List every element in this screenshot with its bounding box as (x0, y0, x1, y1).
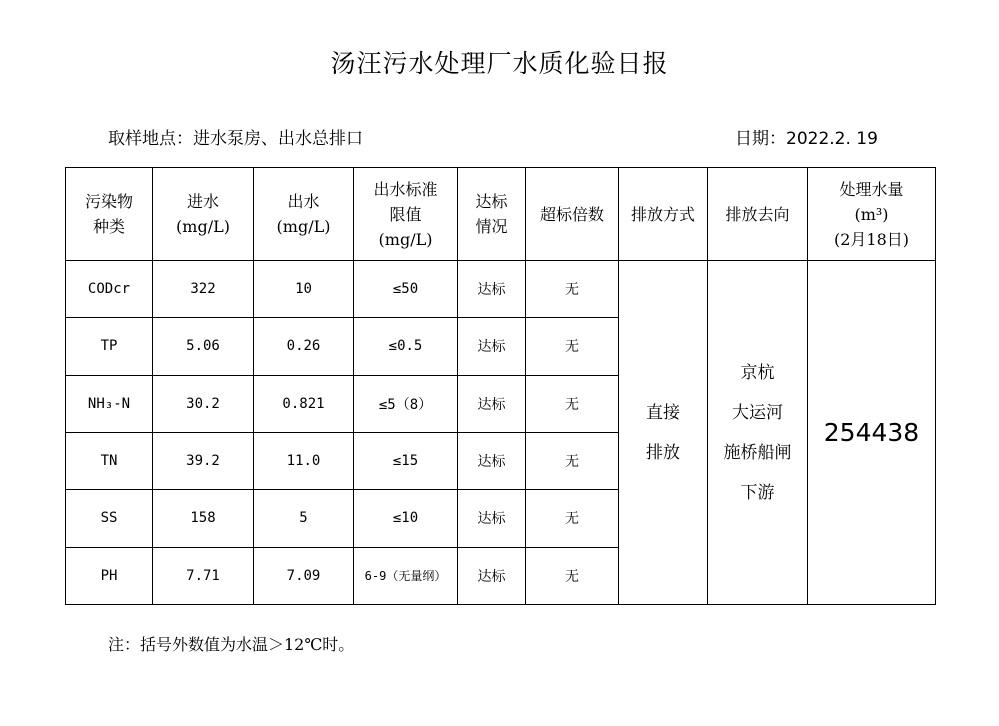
header-exceed-multiple: 超标倍数 (526, 168, 619, 261)
cell-pollutant: NH₃-N (66, 375, 153, 432)
cell-compliance: 达标 (458, 490, 526, 547)
cell-exceed: 无 (526, 318, 619, 375)
cell-outflow: 11.0 (254, 432, 354, 489)
cell-pollutant: CODcr (66, 261, 153, 318)
cell-standard: ≤5（8） (354, 375, 458, 432)
cell-pollutant: TP (66, 318, 153, 375)
header-row (66, 168, 936, 261)
cell-inflow: 7.71 (153, 547, 254, 604)
header-discharge-method: 排放方式 (619, 168, 708, 261)
cell-inflow: 39.2 (153, 432, 254, 489)
treatment-volume-cell: 254438 (808, 261, 936, 605)
cell-outflow: 10 (254, 261, 354, 318)
header-outflow: 出水 (mg/L) (254, 168, 354, 261)
report-title: 汤汪污水处理厂水质化验日报 (330, 49, 669, 78)
cell-inflow: 322 (153, 261, 254, 318)
footnote: 注：括号外数值为水温＞12℃时。 (108, 635, 355, 654)
header-treatment-volume: 处理水量 (m³) (2月18日) (808, 168, 936, 261)
cell-inflow: 30.2 (153, 375, 254, 432)
cell-standard: ≤10 (354, 490, 458, 547)
sampling-location: 取样地点：进水泵房、出水总排口 (108, 129, 363, 149)
cell-exceed: 无 (526, 375, 619, 432)
cell-inflow: 158 (153, 490, 254, 547)
header-compliance: 达标 情况 (458, 168, 526, 261)
cell-exceed: 无 (526, 547, 619, 604)
cell-exceed: 无 (526, 261, 619, 318)
cell-inflow: 5.06 (153, 318, 254, 375)
cell-compliance: 达标 (458, 375, 526, 432)
cell-pollutant: TN (66, 432, 153, 489)
cell-outflow: 0.26 (254, 318, 354, 375)
report-date: 日期：2022.2. 19 (735, 129, 878, 149)
cell-outflow: 0.821 (254, 375, 354, 432)
cell-compliance: 达标 (458, 432, 526, 489)
header-standard: 出水标准 限值 (mg/L) (354, 168, 458, 261)
cell-compliance: 达标 (458, 547, 526, 604)
cell-standard: 6-9（无量纲） (354, 547, 458, 604)
cell-standard: ≤50 (354, 261, 458, 318)
cell-pollutant: PH (66, 547, 153, 604)
discharge-direction-cell: 京杭 大运河 施桥船闸 下游 (708, 261, 808, 605)
cell-outflow: 7.09 (254, 547, 354, 604)
header-inflow: 进水 (mg/L) (153, 168, 254, 261)
cell-standard: ≤0.5 (354, 318, 458, 375)
cell-exceed: 无 (526, 432, 619, 489)
header-discharge-direction: 排放去向 (708, 168, 808, 261)
cell-standard: ≤15 (354, 432, 458, 489)
cell-exceed: 无 (526, 490, 619, 547)
discharge-method-cell: 直接 排放 (619, 261, 708, 605)
cell-compliance: 达标 (458, 261, 526, 318)
cell-pollutant: SS (66, 490, 153, 547)
header-pollutant: 污染物 种类 (66, 168, 153, 261)
cell-compliance: 达标 (458, 318, 526, 375)
cell-outflow: 5 (254, 490, 354, 547)
water-quality-table (65, 167, 936, 605)
table-row (66, 261, 936, 318)
